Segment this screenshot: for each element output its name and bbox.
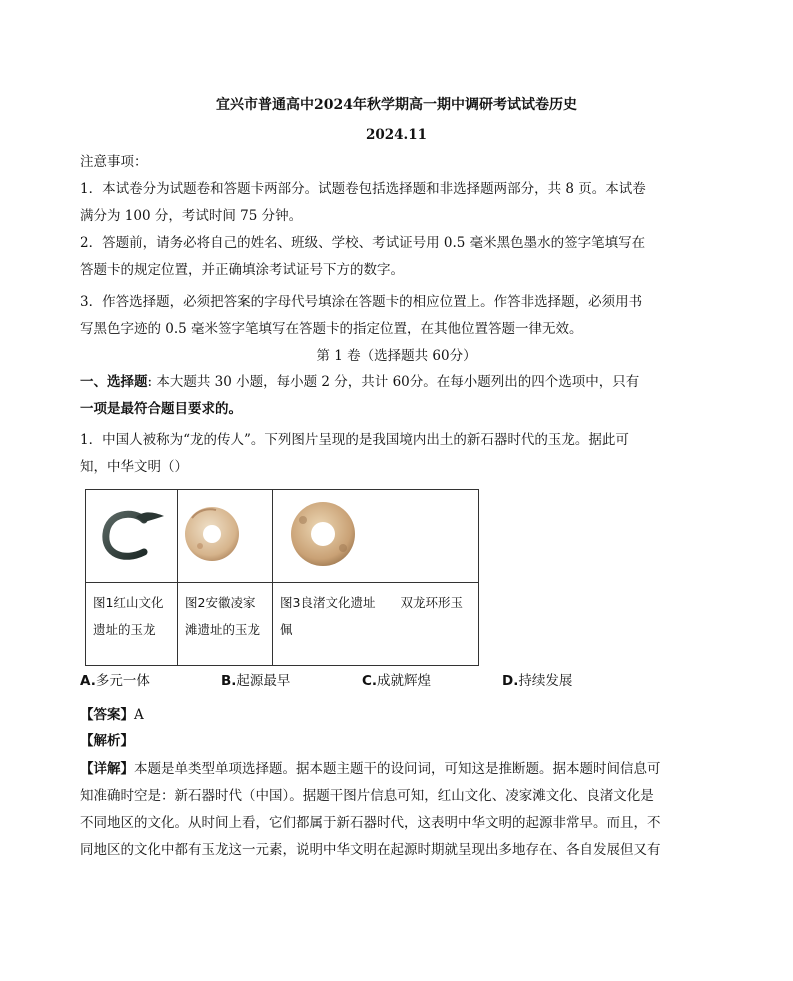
notice-item-3-line-2: 写黑色字迹的 0.5 毫米签字笔填写在答题卡的指定位置，在其他位置答题一律无效。: [80, 321, 583, 337]
answer-value: A: [134, 707, 144, 723]
detail-line-1: [80, 760, 661, 778]
notice-item-3-line-1: 3．作答选择题，必须把答案的字母代号填涂在答题卡的相应位置上。作答非选择题，必须用书: [80, 294, 643, 310]
detail-line-1-text: 本题是单类型单项选择题。据本题主题干的设问词，可知这是推断题。据本题时间信息可: [134, 761, 661, 777]
figure-2-image-cell: [178, 490, 273, 583]
option-a[interactable]: [80, 672, 150, 690]
jade-dragon-ring-image: [178, 490, 273, 578]
exam-date: 2024.11: [365, 127, 428, 143]
figure-1-caption: [86, 583, 178, 666]
option-c-letter: C.: [362, 673, 378, 689]
figure-3-caption-line-2: 佩: [280, 622, 293, 637]
notice-item-1-line-1: 1．本试卷分为试题卷和答题卡两部分。试题卷包括选择题和非选择题两部分，共 8 页。本试卷: [80, 181, 646, 197]
analysis-label: 【解析】: [80, 733, 134, 749]
notice-heading: 注意事项：: [80, 154, 148, 170]
option-d-letter: D.: [502, 673, 519, 689]
notice-item-2-line-2: 答题卡的规定位置，并正确填涂考试证号下方的数字。: [80, 262, 404, 278]
figure-1-image-cell: [86, 490, 178, 583]
option-d-text: 持续发展: [518, 673, 573, 689]
option-c[interactable]: [362, 672, 431, 690]
detail-label: 【详解】: [80, 761, 134, 777]
section-intro-line-2: 一项是最符合题目要求的。: [80, 401, 242, 417]
question-stem-line-1: 1．中国人被称为“龙的传人”。下列图片呈现的是我国境内出土的新石器时代的玉龙。据此可: [80, 432, 629, 448]
option-b-text: 起源最早: [236, 673, 291, 689]
answer-label: 【答案】: [80, 707, 134, 723]
option-a-text: 多元一体: [95, 673, 150, 689]
detail-line-4: 同地区的文化中都有玉龙这一元素，说明中华文明在起源时期就呈现出多地存在、各自发展但又有: [80, 842, 661, 858]
figure-2-caption-line-2: 滩遗址的玉龙: [185, 622, 261, 637]
section-title: 第 1 卷（选择题共 60分）: [316, 348, 477, 364]
option-d[interactable]: [502, 672, 572, 690]
jade-dragon-c-shape-image: [86, 490, 178, 578]
page-title: 宜兴市普通高中2024年秋学期高一期中调研考试试卷历史: [216, 97, 577, 113]
option-c-text: 成就辉煌: [377, 673, 432, 689]
figure-1-caption-line-1: 图1红山文化: [93, 595, 164, 610]
figure-3-caption: [273, 583, 479, 666]
figure-table: [85, 489, 479, 666]
figure-3-caption-line-1: 图3良渚文化遗址 双龙环形玉: [280, 595, 463, 610]
section-intro-rest: : 本大题共 30 小题，每小题 2 分，共计 60分。在每小题列出的四个选项中，只有: [147, 374, 640, 390]
figure-1-caption-line-2: 遗址的玉龙: [93, 622, 156, 637]
notice-item-1-line-2: 满分为 100 分，考试时间 75 分钟。: [80, 208, 303, 224]
detail-line-2: 知准确时空是：新石器时代（中国）。据题干图片信息可知，红山文化、凌家滩文化、良渚文化是: [80, 788, 654, 804]
section-intro-line-1: [80, 373, 639, 391]
option-b-letter: B.: [221, 673, 237, 689]
question-stem-line-2: 知，中华文明（）: [80, 459, 188, 475]
figure-3-image-cell: [273, 490, 479, 583]
notice-item-2-line-1: 2．答题前，请务必将自己的姓名、班级、学校、考试证号用 0.5 毫米黑色墨水的签字笔填写在: [80, 235, 646, 251]
figure-2-caption-line-1: 图2安徽凌家: [185, 595, 256, 610]
jade-double-dragon-ring-image: [273, 490, 479, 578]
figure-2-caption: [178, 583, 273, 666]
option-a-letter: A.: [80, 673, 96, 689]
detail-line-3: 不同地区的文化。从时间上看，它们都属于新石器时代，这表明中华文明的起源非常早。而且，不: [80, 815, 661, 831]
answer-line: [80, 706, 144, 724]
option-b[interactable]: [221, 672, 290, 690]
section-intro-bold: 一、选择题: [80, 374, 148, 390]
